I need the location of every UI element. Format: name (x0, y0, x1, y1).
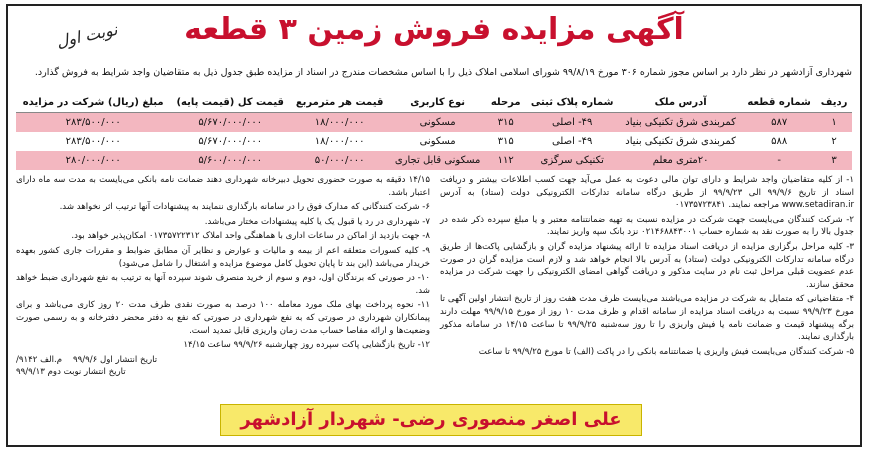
cell-price-per-meter: ۱۸/۰۰۰/۰۰۰ (290, 113, 389, 133)
notice-intro: شهرداری آزادشهر در نظر دارد بر اساس مجوز شماره ۳۰۶ مورخ ۹۹/۸/۱۹ شورای اسلامی املاک ذیل را با اساس مشخصات مندرج در اسناد از مزایده طبق جدول ذیل به متقاضیان واجد شرایط به فروش گذارد. (34, 67, 852, 78)
header-deposit: مبلغ (ریال) شرکت در مزایده (16, 92, 170, 113)
header-total-price: قیمت کل (قیمت پایه) (170, 92, 290, 113)
condition-item: ۱۲- تاریخ بازگشایی پاکت سپرده روز چهارشنبه ۹۹/۹/۲۶ ساعت ۱۴/۱۵ (183, 340, 430, 351)
cell-registration: تکنیکی سرگزی (525, 151, 619, 170)
conditions-left-column (16, 174, 430, 386)
cell-usage: مسکونی (389, 132, 486, 151)
publication-code: م.الف ۹۱۴۲/ (16, 354, 63, 365)
condition-item: ۱۴/۱۵ دقیقه به صورت حضوری تحویل دبیرخانه شهرداری دهند ضمانت نامه بانکی می‌بایست به مدت سه ماه دارای اعتبار باشد. (16, 175, 430, 198)
publication-date-second: تاریخ انتشار نوبت دوم ۹۹/۹/۱۳ (16, 367, 126, 378)
conditions-right-column (440, 174, 854, 386)
cell-stage: ۳۱۵ (486, 113, 525, 133)
condition-item: ۳- کلیه مراحل برگزاری مزایده از دریافت اسناد مزایده تا ارائه پیشنهاد مزایده گران و بازگشایی پاکت‌ها از طریق درگاه سامانه تدارکات الکترونیکی دولت (ستاد) به آدرس بالا انجام خواهد شد و لازم است مزایده گران در صورت عدم عضویت قبلی مراحل ثبت نام در سایت مذکور و دریافت گواهی امضای الکترونیکی را جهت شرکت در مزایده محقق سازند. (440, 241, 854, 290)
header-price-per-meter: قیمت هر مترمربع (290, 92, 389, 113)
table-header-row (16, 92, 852, 113)
cell-total-price: ۵/۶۰۰/۰۰۰/۰۰۰ (170, 151, 290, 170)
publication-date-first: تاریخ انتشار اول ۹۹/۹/۶ (73, 354, 158, 365)
cell-row-number: ۲ (816, 132, 852, 151)
stamp-first-edition: نوبت اول (54, 19, 120, 52)
header-stage: مرحله (486, 92, 525, 113)
condition-item: ۱۱- نحوه پرداخت بهای ملک مورد معامله ۱۰۰ درصد به صورت نقدی ظرف مدت ۲۰ روز کاری می‌باشد و برای پیمانکاران شهرداری در صورتی که به نفع شهرداری در صورتی که نفع به دفتر محضر دفترخانه و به رسمی صورت وضعیت‌ها و ارائه مفاصا حساب مدت زمان واریزی قابل تمدید است. (16, 300, 430, 336)
cell-stage: ۳۱۵ (486, 132, 525, 151)
condition-item: ۲- شرکت کنندگان می‌بایست جهت شرکت در مزایده نسبت به تهیه ضمانتنامه معتبر و یا مبلغ سپرده ذکر شده در جدول بالا را به صورت نقد به شماره حساب ۰۲۱۴۶۸۸۴۳۰۰۱ نزد بانک سپه واریز نمایند. (440, 214, 854, 238)
cell-plot-number: ۵۸۷ (742, 113, 816, 133)
condition-item: ۴- متقاضیانی که متمایل به شرکت در مزایده می‌باشند می‌بایست ظرف مدت هفت روز از تاریخ انتشار اولین آگهی تا مورخ ۹۹/۹/۲۳ نسبت به دریافت اسناد مزایده از سامانه اقدام و ظرف مدت ۱۰ روز از مورخ ۹۹/۹/۱۵ مهلت دارند برگه پیشنهاد قیمت و ضمانت نامه یا فیش واریزی را تا روز سه‌شنبه ۹۹/۹/۲۵ تا ساعت ۱۴/۱۵ در سامانه مذکور بارگذاری نمایند. (440, 294, 854, 343)
cell-price-per-meter: ۱۸/۰۰۰/۰۰۰ (290, 132, 389, 151)
cell-address: کمربندی شرق تکنیکی بنیاد (619, 132, 742, 151)
condition-item: ۵- شرکت کنندگان می‌بایست فیش واریزی یا ضمانتنامه بانکی را در پاکت (الف) تا مورخ ۹۹/۹/۲۵ تا ساعت (478, 346, 854, 357)
cell-deposit: ۲۸۳/۵۰۰/۰۰۰ (16, 113, 170, 133)
cell-usage: مسکونی قابل تجاری (389, 151, 486, 170)
cell-deposit: ۲۸۰/۰۰۰/۰۰۰ (16, 151, 170, 170)
table-row (16, 151, 852, 170)
auction-table (16, 92, 852, 170)
condition-item: ۷- شهرداری در رد یا قبول یک یا کلیه پیشنهادات مختار می‌باشد. (204, 216, 430, 227)
cell-price-per-meter: ۵۰/۰۰۰/۰۰۰ (290, 151, 389, 170)
table-row (16, 132, 852, 151)
header-plot-number: شماره قطعه (742, 92, 816, 113)
cell-registration: ۴۹- اصلی (525, 132, 619, 151)
notice-title: آگهی مزایده فروش زمین ۳ قطعه (184, 12, 684, 47)
mayor-signature-banner: علی اصغر منصوری رضی- شهردار آزادشهر (220, 404, 642, 436)
cell-plot-number: ۵۸۸ (742, 132, 816, 151)
publication-dates (16, 354, 430, 379)
cell-row-number: ۱ (816, 113, 852, 133)
condition-item: ۸- جهت بازدید از اماکن در ساعات اداری با هماهنگی واحد املاک ۰۱۷۳۵۷۲۲۳۱۲ امکان‌پذیر خواهد بود. (71, 231, 430, 242)
cell-registration: ۴۹- اصلی (525, 113, 619, 133)
condition-item: ۹- کلیه کسورات متعلقه اعم از بیمه و مالیات و عوارض و نظایر آن مطابق ضوابط و مقررات جاری کشور بعهده خریدار می‌باشد (این بند تا پایان تحویل کامل موضوع مزایده و اشتغال را شامل می‌شود) (16, 245, 430, 269)
cell-row-number: ۳ (816, 151, 852, 170)
condition-item: ۶- شرکت کنندگانی که مدارک فوق را در سامانه بارگذاری ننمایند به پیشنهادات آنها ترتیب اثر نخواهد شد. (59, 202, 430, 213)
cell-address: ۲۰متری معلم (619, 151, 742, 170)
cell-total-price: ۵/۶۷۰/۰۰۰/۰۰۰ (170, 132, 290, 151)
header-address: آدرس ملک (619, 92, 742, 113)
header-usage: نوع کاربری (389, 92, 486, 113)
cell-address: کمربندی شرق تکنیکی بنیاد (619, 113, 742, 133)
notice-frame (6, 4, 862, 447)
cell-deposit: ۲۸۳/۵۰۰/۰۰۰ (16, 132, 170, 151)
condition-item: ۱- از کلیه متقاضیان واجد شرایط و دارای توان مالی دعوت به عمل می‌آید جهت کسب اطلاعات بیشتر و دریافت اسناد از تاریخ ۹۹/۹/۶ الی ۹۹/۹/۲۳ از طریق درگاه سامانه تدارکات الکترونیکی دولت (ستاد) به آدرس www.setadiran.ir مراجعه نمایند. ۰۱۷۳۵۷۲۳۸۴۱ (440, 175, 854, 211)
condition-item: ۱۰- در صورتی که برندگان اول، دوم و سوم از خرید منصرف شوند سپرده آنها به ترتیب به نفع شهرداری ضبط خواهد شد. (16, 273, 430, 296)
cell-stage: ۱۱۲ (486, 151, 525, 170)
table-row (16, 113, 852, 133)
cell-usage: مسکونی (389, 113, 486, 133)
header-row-number: ردیف (816, 92, 852, 113)
header-registration: شماره پلاک ثبتی (525, 92, 619, 113)
cell-total-price: ۵/۶۷۰/۰۰۰/۰۰۰ (170, 113, 290, 133)
conditions-columns (16, 174, 854, 386)
cell-plot-number: - (742, 151, 816, 170)
